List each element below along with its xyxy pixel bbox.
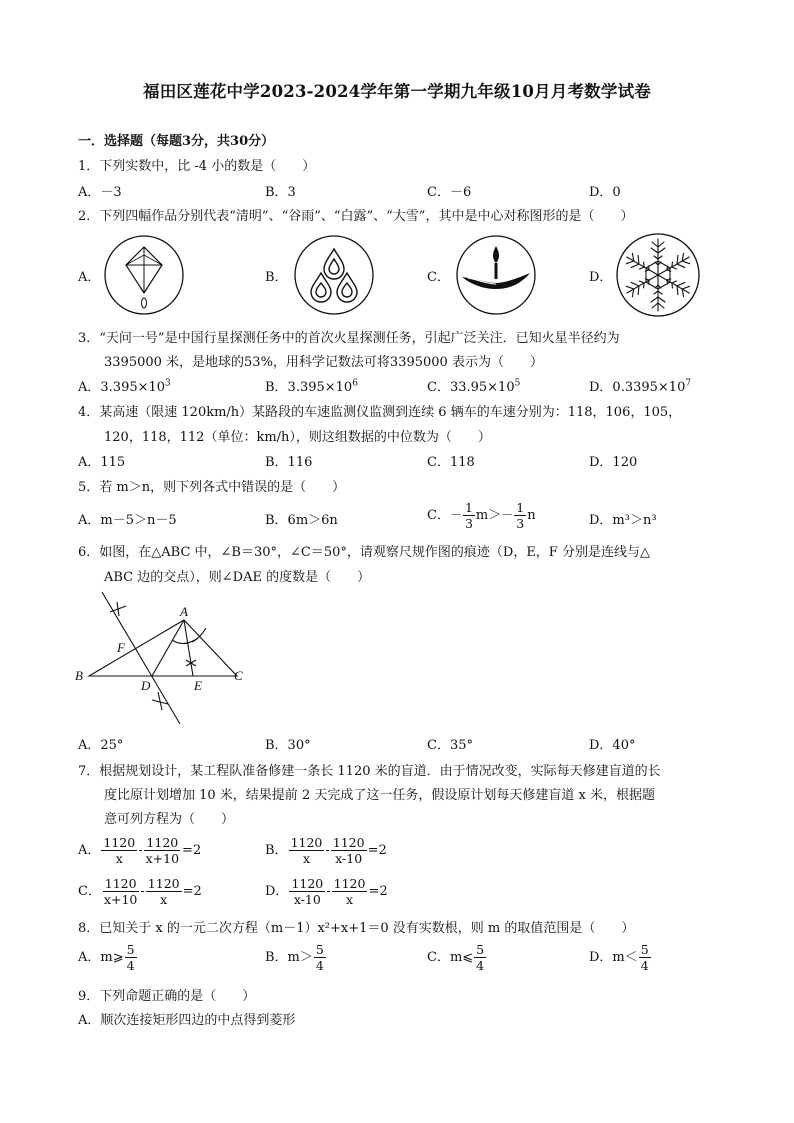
- triangle-construction-figure: [72, 588, 262, 728]
- q7-a-d2: x+10: [145, 851, 180, 866]
- q2-option-b[interactable]: B．: [265, 270, 288, 285]
- q3-option-b-exp: 6: [352, 378, 358, 389]
- q8-d-label: D．m＜: [589, 950, 638, 965]
- q7-option-a[interactable]: A． $\frac{1120}{x}$ - $\frac{1120}{x+10}$ =2: [78, 835, 202, 866]
- q7-a-frac2: [144, 835, 181, 866]
- q7-b-frac2: [331, 835, 367, 866]
- q8-c-frac: [474, 942, 486, 973]
- q5-c-frac2-num: 1: [516, 500, 525, 515]
- q7-b-d1: x: [302, 851, 310, 866]
- q7-c-frac2: [146, 876, 182, 907]
- question-7-line1: 7．根据规划设计，某工程队准备修建一条长 1120 米的盲道．由于情况改变，实际每天修建盲道的长: [78, 764, 661, 779]
- label-c: C: [234, 668, 243, 683]
- q8-b-frac: [314, 942, 326, 973]
- q7-d-frac1: [289, 876, 325, 907]
- q3-option-d[interactable]: [589, 376, 691, 395]
- q7-b-n1: 1120: [290, 835, 323, 850]
- q7-d-label: D．: [265, 884, 289, 899]
- q7-b-n2: 1120: [332, 835, 365, 850]
- q2-option-c[interactable]: C．: [427, 270, 450, 285]
- q7-a-rhs: =2: [182, 843, 202, 858]
- q8-c-den: 4: [476, 958, 485, 973]
- raindrops-icon: [292, 233, 376, 317]
- question-3-line1: 3．“天问一号”是中国行星探测任务中的首次火星探测任务，引起广泛关注．已知火星半径约为: [78, 331, 620, 346]
- q7-c-frac1: [102, 876, 139, 907]
- q7-d-n2: 1120: [333, 876, 366, 891]
- q4-option-c[interactable]: C．118: [427, 455, 475, 470]
- q8-c-label: C．m⩽: [427, 950, 474, 965]
- snowflake-icon: [614, 231, 702, 319]
- q3-option-c-exp: 5: [514, 378, 521, 389]
- q6-option-a[interactable]: A．25°: [78, 738, 124, 753]
- label-d: D: [141, 678, 151, 693]
- q7-c-n2: 1120: [147, 876, 180, 891]
- label-f: F: [117, 640, 125, 655]
- q7-a-frac1: [101, 835, 137, 866]
- q3-option-b[interactable]: [265, 376, 358, 395]
- q8-a-frac: [125, 942, 137, 973]
- q1-option-b[interactable]: B．3: [265, 185, 296, 200]
- q8-a-num: 5: [126, 942, 135, 957]
- q5-c-frac1-den: 3: [464, 516, 473, 531]
- q1-option-a[interactable]: A．－3: [78, 185, 122, 200]
- question-8: 8．已知关于 x 的一元二次方程（m－1）x²+x+1＝0 没有实数根，则 m 的取值范围是（ ）: [78, 921, 635, 936]
- q1-option-d[interactable]: D．0: [589, 185, 621, 200]
- q7-c-d2: x: [160, 892, 168, 907]
- question-6-line1: 6．如图，在△ABC 中，∠B＝30°，∠C＝50°，请观察尺规作图的痕迹（D，E，F 分别是连线与△: [78, 545, 650, 560]
- q5-option-b[interactable]: B．6m＞6n: [265, 513, 338, 528]
- page-title: 福田区莲花中学2023-2024学年第一学期九年级10月月考数学试卷: [143, 82, 651, 101]
- q8-d-num: 5: [640, 942, 649, 957]
- q5-c-frac2-den: 3: [516, 516, 525, 531]
- q3-option-b-text: B．3.395×10: [265, 380, 353, 395]
- q7-a-d1: x: [115, 851, 123, 866]
- lamp-icon: [454, 233, 538, 317]
- q7-c-rhs: =2: [182, 884, 202, 899]
- q7-option-b[interactable]: B． $\frac{1120}{x}$ - $\frac{1120}{x-10}$ =2: [265, 835, 387, 866]
- q8-d-den: 4: [640, 958, 649, 973]
- label-e: E: [194, 678, 202, 693]
- q7-b-frac1: [289, 835, 325, 866]
- q3-option-a-text: A．3.395×10: [78, 380, 166, 395]
- label-a: A: [180, 604, 188, 619]
- q8-b-num: 5: [315, 942, 324, 957]
- question-7-line3: 意可列方程为（ ）: [104, 812, 235, 827]
- q7-a-label: A．: [78, 843, 101, 858]
- q5-c-mid: m＞: [475, 508, 502, 523]
- q3-option-d-exp: 7: [685, 378, 692, 389]
- section-heading: 一．选择题（每题3分，共30分）: [78, 134, 275, 149]
- q5-c-frac1-num: 1: [464, 500, 473, 515]
- q8-option-d[interactable]: [589, 942, 652, 973]
- q4-option-d[interactable]: D．120: [589, 455, 638, 470]
- q3-option-a[interactable]: [78, 376, 171, 395]
- question-1: 1．下列实数中，比 -4 小的数是（ ）: [78, 159, 316, 174]
- q8-option-a[interactable]: [78, 942, 138, 973]
- q7-d-d2: x: [346, 892, 354, 907]
- q2-option-a[interactable]: A．: [78, 270, 101, 285]
- q6-option-c[interactable]: C．35°: [427, 738, 473, 753]
- q8-a-label: A．m⩾: [78, 950, 124, 965]
- q7-a-n2: 1120: [146, 835, 179, 850]
- kite-icon: [102, 233, 186, 317]
- q1-option-c[interactable]: C．－6: [427, 185, 472, 200]
- q7-c-label: C．: [78, 884, 101, 899]
- q6-option-b[interactable]: B．30°: [265, 738, 311, 753]
- q5-option-c-label: C．: [427, 508, 450, 523]
- q4-option-b[interactable]: B．116: [265, 455, 313, 470]
- q4-option-a[interactable]: A．115: [78, 455, 126, 470]
- q7-d-n1: 1120: [291, 876, 324, 891]
- q8-b-den: 4: [315, 958, 324, 973]
- q5-option-d[interactable]: D．m³＞n³: [589, 513, 657, 528]
- q6-option-d[interactable]: D．40°: [589, 738, 636, 753]
- q8-option-c[interactable]: [427, 942, 487, 973]
- question-3-line2: 3395000 米，是地球的53%，用科学记数法可将3395000 表示为（ ）: [104, 355, 543, 370]
- question-6-line2: ABC 边的交点），则∠DAE 的度数是（ ）: [104, 570, 371, 585]
- q7-c-d1: x+10: [103, 892, 138, 907]
- q9-option-a[interactable]: A．顺次连接矩形四边的中点得到菱形: [78, 1013, 296, 1028]
- q8-b-label: B．m＞: [265, 950, 313, 965]
- q3-option-a-exp: 3: [165, 378, 171, 389]
- question-5: 5．若 m＞n，则下列各式中错误的是（ ）: [78, 480, 346, 495]
- q5-c-end: n: [527, 508, 536, 523]
- question-4-line1: 4．某高速（限速 120km/h）某路段的车速监测仪监测到连续 6 辆车的车速分别为：118，106，105，: [78, 405, 682, 420]
- q3-option-c[interactable]: [427, 376, 520, 395]
- q7-b-label: B．: [265, 843, 288, 858]
- question-7-line2: 度比原计划增加 10 米，结果提前 2 天完成了这一任务，假设原计划每天修建盲道 x 米，根据题: [104, 788, 655, 803]
- question-4-line2: 120，118，112（单位：km/h），则这组数据的中位数为（ ）: [104, 430, 491, 445]
- q5-c-frac-2: [514, 500, 526, 531]
- q8-a-den: 4: [126, 958, 135, 973]
- q7-option-c[interactable]: C． $\frac{1120}{x+10}$ - $\frac{1120}{x}$ =2: [78, 876, 202, 907]
- q2-option-d[interactable]: D．: [589, 270, 613, 285]
- q7-d-d1: x-10: [293, 892, 321, 907]
- q8-d-frac: [639, 942, 651, 973]
- q3-option-c-text: C．33.95×10: [427, 380, 515, 395]
- q7-c-n1: 1120: [104, 876, 137, 891]
- q3-option-d-text: D．0.3395×10: [589, 380, 686, 395]
- label-b: B: [75, 668, 83, 683]
- q8-option-b[interactable]: [265, 942, 327, 973]
- q7-a-n1: 1120: [103, 835, 136, 850]
- q5-option-a[interactable]: A．m－5＞n－5: [78, 513, 177, 528]
- q7-d-frac2: [332, 876, 368, 907]
- question-2: 2．下列四幅作品分别代表“清明”、“谷雨”、“白露”、“大雪”，其中是中心对称图形的是（ ）: [78, 209, 634, 224]
- q5-option-c[interactable]: C．－ $\frac{1}{3}$ m＞－ $\frac{1}{3}$ n: [427, 500, 536, 531]
- q7-b-rhs: =2: [367, 843, 387, 858]
- q8-c-num: 5: [476, 942, 485, 957]
- q7-d-rhs: =2: [368, 884, 388, 899]
- question-9: 9．下列命题正确的是（ ）: [78, 989, 256, 1004]
- q7-option-d[interactable]: D． $\frac{1120}{x-10}$ - $\frac{1120}{x}$ =2: [265, 876, 388, 907]
- q7-b-d2: x-10: [335, 851, 363, 866]
- q5-c-frac-1: [463, 500, 475, 531]
